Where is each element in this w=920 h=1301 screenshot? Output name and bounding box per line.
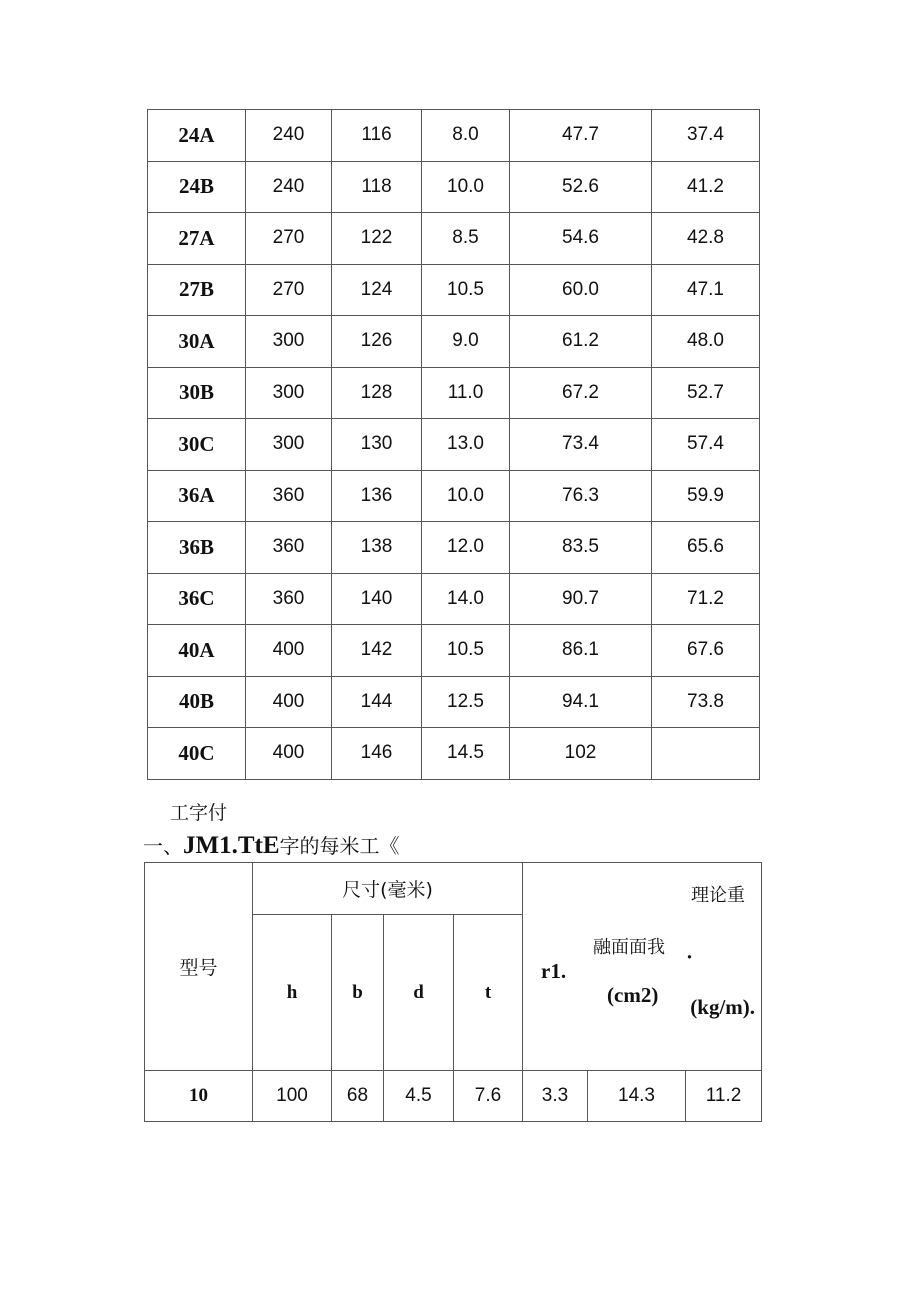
weight-header: 理论重 [691,885,746,906]
h-cell: 360 [246,522,332,574]
table-row [148,316,760,368]
model-cell: 40B [148,676,246,728]
b-cell: 136 [332,470,422,522]
area-cell: 60.0 [510,264,652,316]
d-cell: 14.0 [422,573,510,625]
table-row [148,161,760,213]
b-header: b [332,915,384,1071]
area-cell: 94.1 [510,676,652,728]
i-beam-table [144,862,762,1122]
d-cell: 11.0 [422,367,510,419]
weight-cell: 48.0 [652,316,760,368]
area-cell: 61.2 [510,316,652,368]
table-row [148,573,760,625]
area-unit: (cm2) [607,983,659,1007]
weight-unit: (kg/m). [690,995,756,1019]
b-cell: 68 [332,1071,384,1122]
h-cell: 100 [253,1071,332,1122]
area-cell: 47.7 [510,110,652,162]
t-header: t [454,915,523,1071]
area-cell: 14.3 [588,1071,686,1122]
weight-cell: 11.2 [686,1071,762,1122]
h-cell: 400 [246,728,332,780]
model-header: 型号 [145,863,253,1071]
b-cell: 144 [332,676,422,728]
b-cell: 116 [332,110,422,162]
area-cell: 67.2 [510,367,652,419]
weight-cell: 42.8 [652,213,760,265]
model-cell: 40A [148,625,246,677]
weight-cell: 59.9 [652,470,760,522]
d-cell: 10.0 [422,470,510,522]
section-title-bold: JM1.TtE [183,832,280,859]
section-title-suffix: 字的每米工《 [279,834,400,858]
table-row [145,1071,762,1122]
h-cell: 360 [246,573,332,625]
d-header: d [384,915,454,1071]
area-cell: 52.6 [510,161,652,213]
section-title-prefix: 一、 [143,834,183,858]
weight-cell: 37.4 [652,110,760,162]
h-cell: 360 [246,470,332,522]
model-cell: 36A [148,470,246,522]
b-cell: 140 [332,573,422,625]
area-cell: 83.5 [510,522,652,574]
b-cell: 142 [332,625,422,677]
b-cell: 118 [332,161,422,213]
b-cell: 138 [332,522,422,574]
h-cell: 240 [246,161,332,213]
area-cell: 54.6 [510,213,652,265]
d-cell: 4.5 [384,1071,454,1122]
r1-cell: 3.3 [523,1071,588,1122]
table-row [148,419,760,471]
model-cell: 30A [148,316,246,368]
weight-cell [652,728,760,780]
table-row [148,625,760,677]
r1-header: r1. [541,959,567,983]
weight-cell: 47.1 [652,264,760,316]
b-cell: 130 [332,419,422,471]
properties-header [523,863,762,1071]
d-cell: 10.5 [422,264,510,316]
b-cell: 124 [332,264,422,316]
h-cell: 270 [246,264,332,316]
h-cell: 300 [246,316,332,368]
section-label: 工字付 [170,802,228,824]
model-cell: 40C [148,728,246,780]
d-cell: 10.5 [422,625,510,677]
model-cell: 24B [148,161,246,213]
area-cell: 86.1 [510,625,652,677]
section-title [143,830,400,860]
table-row [148,213,760,265]
channel-steel-table [147,109,760,780]
model-cell: 36C [148,573,246,625]
b-cell: 146 [332,728,422,780]
model-cell: 10 [145,1071,253,1122]
d-cell: 12.5 [422,676,510,728]
weight-cell: 71.2 [652,573,760,625]
h-cell: 300 [246,419,332,471]
table-row [148,367,760,419]
area-cell: 73.4 [510,419,652,471]
table-row [148,470,760,522]
area-cell: 76.3 [510,470,652,522]
weight-cell: 41.2 [652,161,760,213]
weight-cell: 65.6 [652,522,760,574]
model-cell: 30C [148,419,246,471]
weight-cell: 67.6 [652,625,760,677]
d-cell: 12.0 [422,522,510,574]
d-cell: 13.0 [422,419,510,471]
h-cell: 270 [246,213,332,265]
weight-dot: · [686,945,694,969]
model-cell: 27A [148,213,246,265]
d-cell: 8.0 [422,110,510,162]
b-cell: 126 [332,316,422,368]
h-cell: 400 [246,676,332,728]
h-cell: 240 [246,110,332,162]
model-cell: 30B [148,367,246,419]
d-cell: 9.0 [422,316,510,368]
table-row [148,676,760,728]
model-cell: 24A [148,110,246,162]
table-row [148,264,760,316]
d-cell: 10.0 [422,161,510,213]
h-header: h [253,915,332,1071]
table-row [148,522,760,574]
channel-steel-table-body [148,110,760,780]
h-cell: 300 [246,367,332,419]
table-row [148,728,760,780]
model-cell: 36B [148,522,246,574]
table-row [148,110,760,162]
weight-cell: 73.8 [652,676,760,728]
h-cell: 400 [246,625,332,677]
b-cell: 122 [332,213,422,265]
b-cell: 128 [332,367,422,419]
area-cell: 90.7 [510,573,652,625]
weight-cell: 52.7 [652,367,760,419]
d-cell: 14.5 [422,728,510,780]
area-header: 融面面我 [593,937,666,958]
size-header: 尺寸(毫米) [253,863,523,915]
t-cell: 7.6 [454,1071,523,1122]
weight-cell: 57.4 [652,419,760,471]
area-cell: 102 [510,728,652,780]
d-cell: 8.5 [422,213,510,265]
model-cell: 27B [148,264,246,316]
